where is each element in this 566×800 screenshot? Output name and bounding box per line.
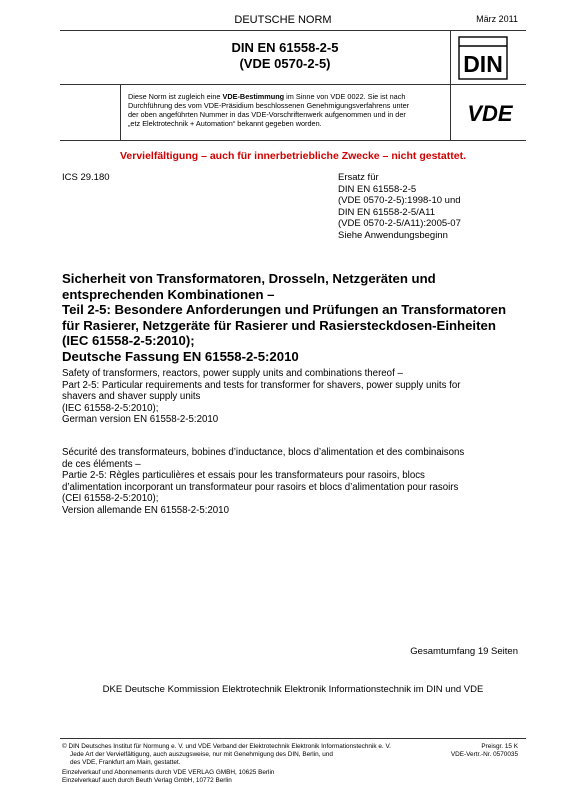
copyright-line: des VDE, Frankfurt am Main, gestattet. — [70, 758, 181, 766]
logo-divider — [450, 30, 451, 140]
english-title-line: Safety of transformers, reactors, power supply units and combinations thereof – — [62, 368, 403, 379]
ics-code: ICS 29.180 — [62, 172, 110, 183]
french-title-line: de ces éléments – — [62, 458, 141, 470]
din-logo — [458, 36, 508, 80]
din-number: DIN EN 61558-2-5 — [231, 40, 339, 55]
english-title-line: Part 2-5: Particular requirements and tests for transformer for shavers, power supply units for — [62, 379, 461, 391]
publication-date: März 2011 — [476, 14, 518, 24]
french-title — [62, 447, 532, 517]
note-line4: „etz Elektrotechnik + Automation“ bekannt gegeben worden. — [128, 119, 322, 128]
replacement-line: DIN EN 61558-2-5 — [338, 183, 417, 195]
german-title-line: (IEC 61558-2-5:2010); — [62, 333, 195, 349]
document-type-label: DEUTSCHE NORM — [234, 14, 332, 26]
price-group — [451, 743, 518, 759]
replacement-line: Ersatz für — [338, 172, 379, 183]
total-pages: Gesamtumfang 19 Seiten — [410, 646, 518, 657]
replacement-line: (VDE 0570-2-5/A11):2005-07 — [338, 218, 461, 229]
replacement-line: (VDE 0570-2-5):1998-10 und — [338, 195, 461, 206]
replacement-line: DIN EN 61558-2-5/A11 — [338, 206, 435, 218]
note-line3: der oben angeführten Nummer in das VDE-Vorschriftenwerk aufgenommen und in der — [128, 110, 406, 119]
dke-statement: DKE Deutsche Kommission Elektrotechnik Elektronik Informationstechnik im DIN und VDE — [102, 684, 484, 695]
din-logo-text: DIN — [463, 51, 503, 77]
note-left-divider — [120, 84, 121, 140]
title-rule — [60, 84, 526, 85]
copyright-line: Jede Art der Vervielfältigung, auch auszugsweise, nur mit Genehmigung des DIN, Berlin, und — [70, 750, 333, 758]
note-line1-bold: VDE-Bestimmung — [222, 92, 285, 101]
note-line1-pre: Diese Norm ist zugleich eine — [128, 92, 223, 101]
vde-designation-note — [128, 92, 448, 128]
vde-order-number: VDE-Vertr.-Nr. 0570035 — [450, 750, 518, 758]
price-group-line: Preisgr. 15 K — [481, 743, 518, 750]
sales-info — [62, 769, 274, 785]
german-title-line: Teil 2-5: Besondere Anforderungen und Prüfungen an Transformatoren — [62, 302, 507, 318]
replacement-line: Siehe Anwendungsbeginn — [338, 229, 448, 241]
german-title — [62, 271, 532, 365]
english-title — [62, 368, 532, 426]
german-title-line: Deutsche Fassung EN 61558-2-5:2010 — [62, 348, 299, 364]
note-line2: Durchführung des vom VDE-Präsidium beschlossenen Genehmigungsverfahrens unter — [128, 101, 410, 110]
sales-line: Einzelverkauf auch durch Beuth Verlag GmbH, 10772 Berlin — [62, 776, 232, 784]
note-rule — [60, 140, 526, 141]
french-title-line: Partie 2-5: Règles particulières et essais pour les transformateurs pour rasoirs, blocs — [62, 470, 425, 482]
sales-line: Einzelverkauf und Abonnements durch VDE VERLAG GMBH, 10625 Berlin — [62, 769, 275, 776]
french-title-line: (CEI 61558-2-5:2010); — [62, 493, 159, 505]
standard-number-block — [120, 40, 450, 72]
reproduction-warning: Vervielfältigung – auch für innerbetriebliche Zwecke – nicht gestattet. — [119, 150, 466, 162]
german-title-line: Sicherheit von Transformatoren, Drosseln, Netzgeräten und — [62, 271, 436, 286]
top-rule — [60, 30, 526, 31]
vde-logo — [460, 100, 520, 126]
german-title-line: für Rasierer, Netzgeräte für Rasierer und Rasiersteckdosen-Einheiten — [62, 317, 496, 333]
german-title-line: entsprechenden Kombinationen – — [62, 286, 275, 302]
copyright-line: © DIN Deutsches Institut für Normung e. V. und VDE Verband der Elektrotechnik Elektronik Informationstechnik e. V. — [62, 743, 391, 750]
english-title-line: shavers and shaver supply units — [62, 391, 201, 403]
vde-logo-text: VDE — [467, 101, 513, 126]
french-title-line: d’alimentation incorporant un transformateur pour rasoirs et blocs d’alimentation pour rasoirs — [62, 481, 459, 493]
copyright-notice — [62, 743, 422, 766]
french-title-line: Version allemande EN 61558-2-5:2010 — [62, 504, 229, 516]
footer-rule — [60, 738, 526, 739]
english-title-line: (IEC 61558-2-5:2010); — [62, 402, 159, 414]
note-line1-post: im Sinne von VDE 0022. Sie ist nach — [284, 92, 406, 101]
replacement-info — [338, 172, 461, 241]
english-title-line: German version EN 61558-2-5:2010 — [62, 414, 219, 426]
vde-number: (VDE 0570-2-5) — [239, 56, 331, 71]
french-title-line: Sécurité des transformateurs, bobines d’inductance, blocs d’alimentation et des combinaisons — [62, 447, 465, 458]
